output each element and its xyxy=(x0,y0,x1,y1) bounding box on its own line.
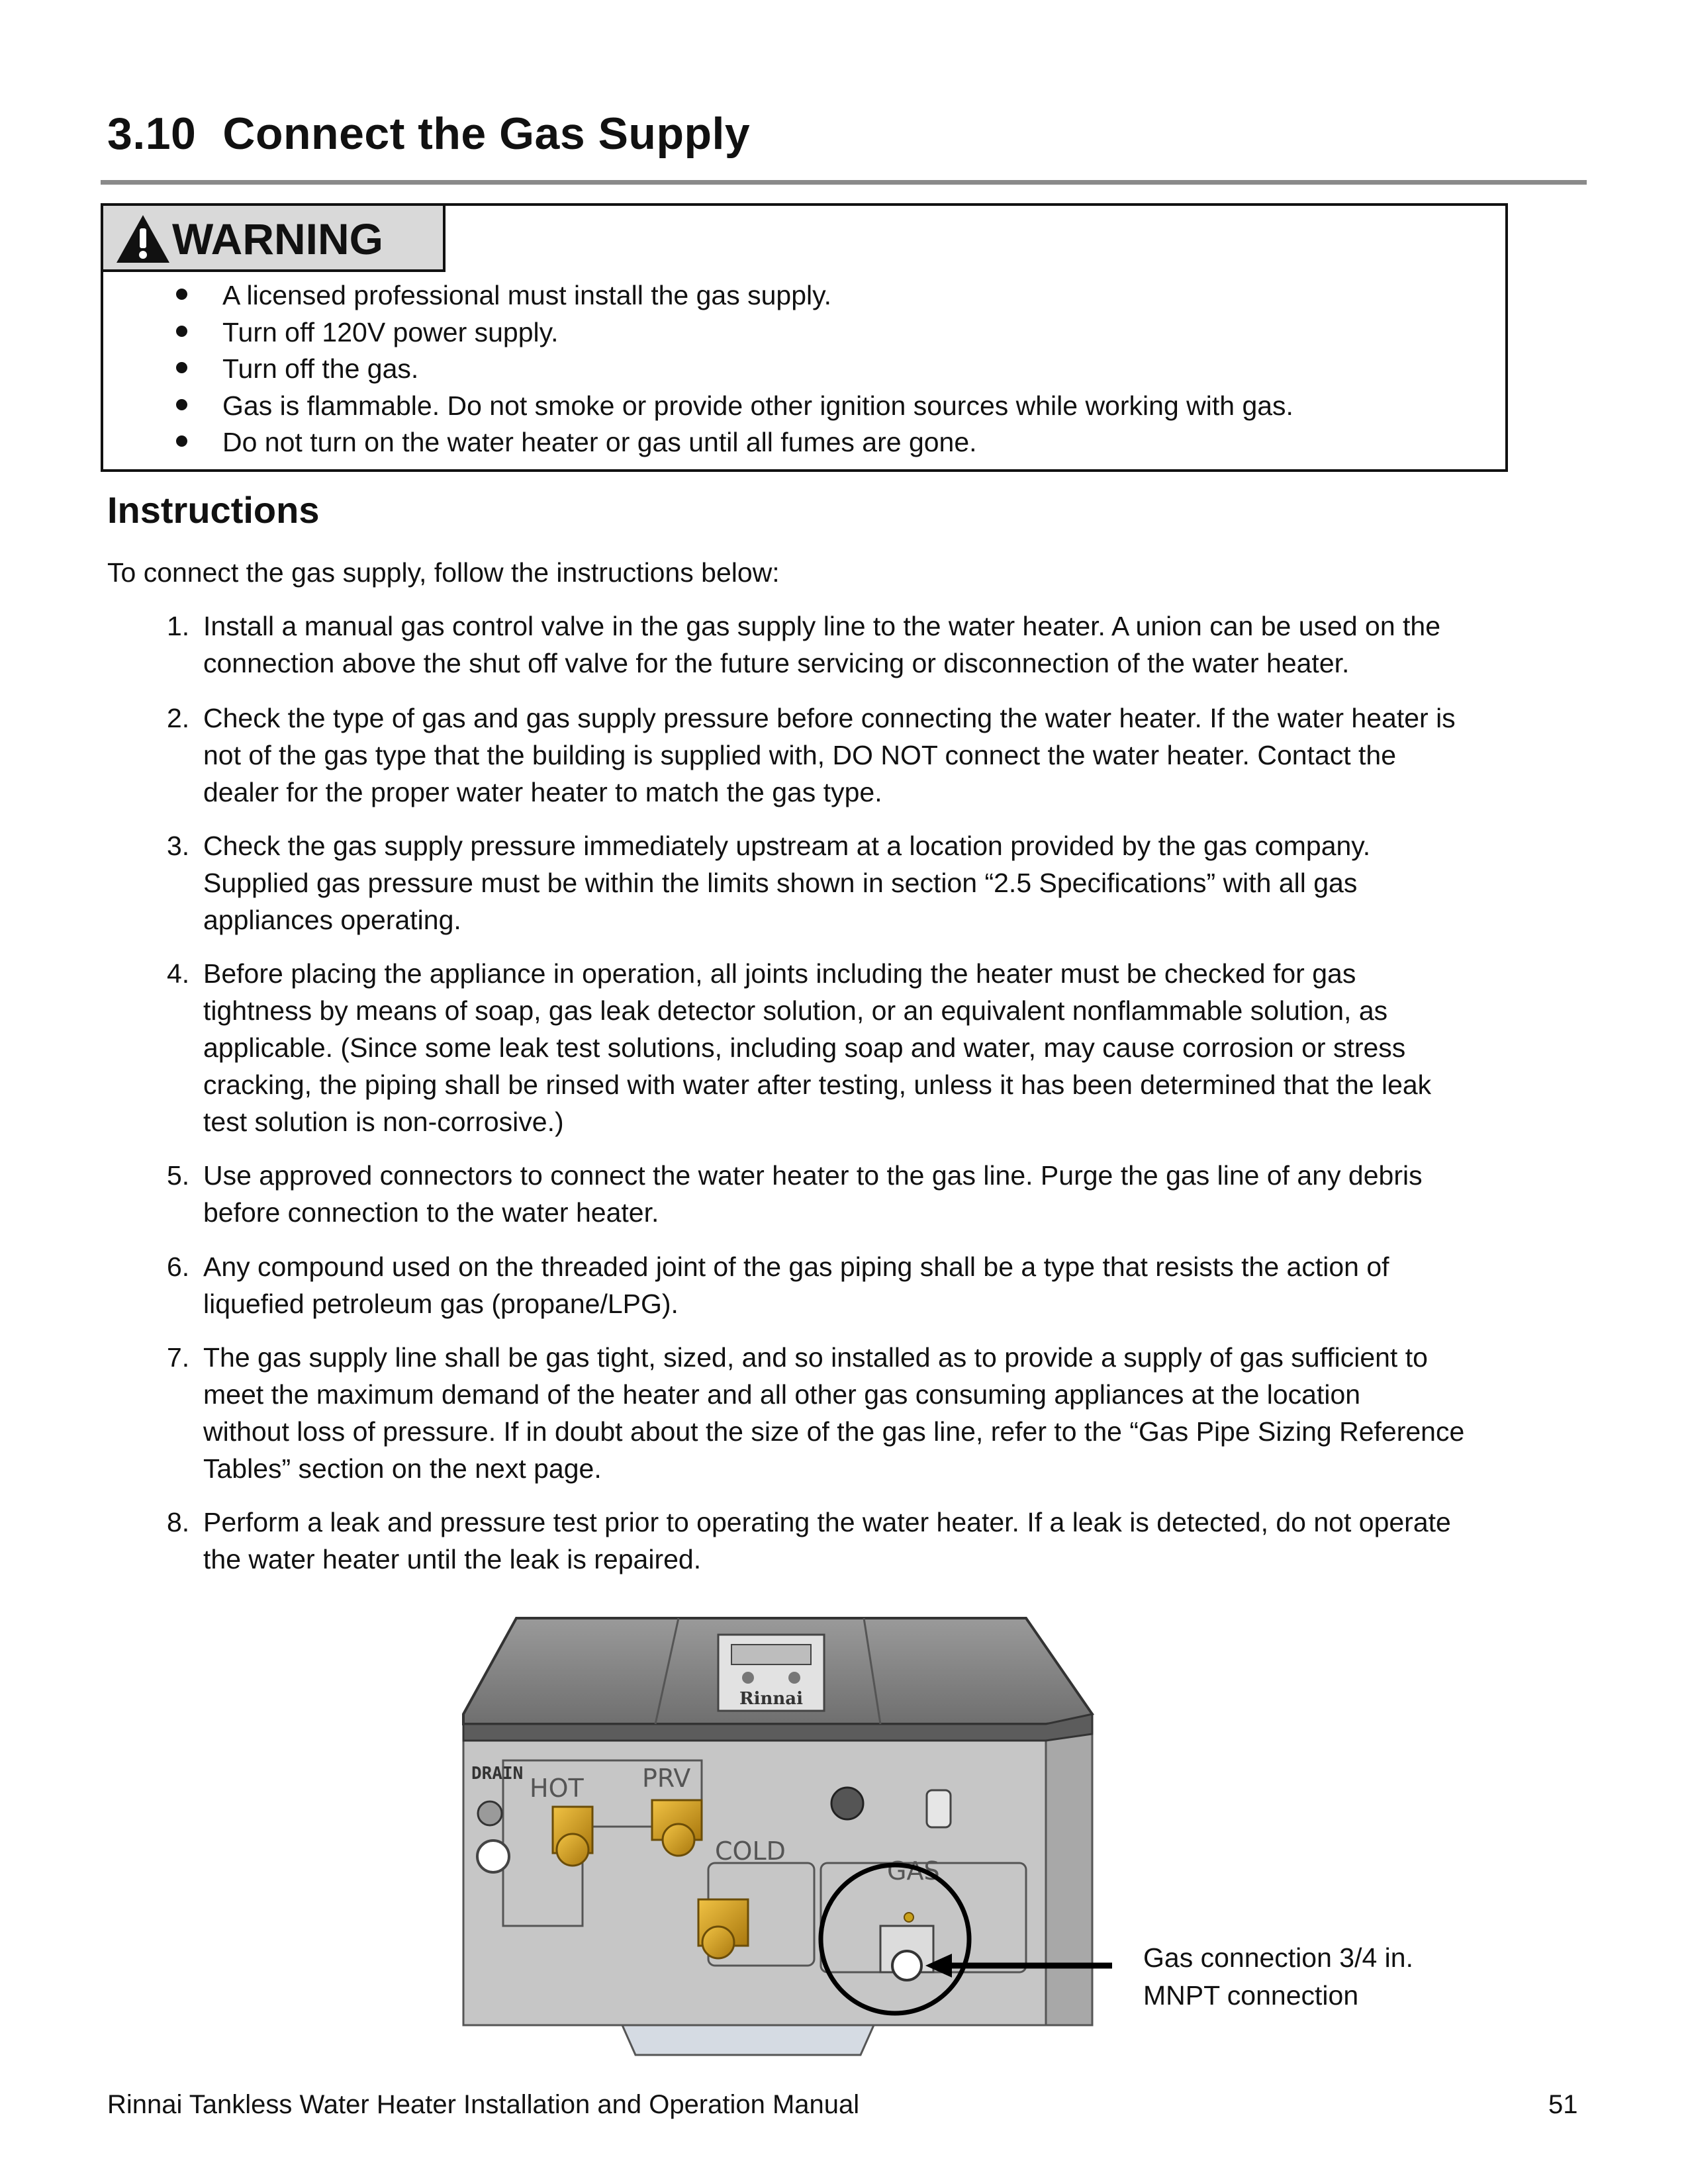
bullet-icon xyxy=(176,289,187,300)
bullet-icon xyxy=(176,326,187,337)
bullet-icon xyxy=(176,399,187,410)
step-line: Before placing the appliance in operation, all joints including the heater must be checked for gas xyxy=(203,958,1356,989)
step-line: not of the gas type that the building is supplied with, DO NOT connect the water heater. Contact the xyxy=(203,740,1397,770)
svg-text:GAS: GAS xyxy=(887,1856,940,1886)
display-icon xyxy=(731,1645,811,1664)
warning-banner xyxy=(103,206,445,272)
step-number: 7. xyxy=(167,1342,190,1373)
warning-item: A licensed professional must install the gas supply. xyxy=(103,277,1293,314)
step-number: 2. xyxy=(167,703,190,733)
callout-line: MNPT connection xyxy=(1143,1980,1359,2011)
step-line: dealer for the proper water heater to match the gas type. xyxy=(203,777,882,807)
svg-text:PRV: PRV xyxy=(642,1764,691,1793)
vent-cap-icon xyxy=(831,1788,863,1819)
warning-list xyxy=(103,277,1293,461)
section-number: 3.10 xyxy=(107,109,197,159)
step-line: Tables” section on the next page. xyxy=(203,1453,602,1484)
step-number: 5. xyxy=(167,1160,190,1191)
footer-manual-title: Rinnai Tankless Water Heater Installation and Operation Manual xyxy=(107,2090,860,2119)
gas-connection-callout xyxy=(1143,1939,1413,2015)
bullet-icon xyxy=(176,435,187,447)
svg-text:HOT: HOT xyxy=(530,1774,584,1803)
step-line: The gas supply line shall be gas tight, sized, and so installed as to provide a supply of gas sufficient to xyxy=(203,1342,1428,1373)
step-line: the water heater until the leak is repaired. xyxy=(203,1544,702,1574)
page-title xyxy=(107,108,750,159)
warning-item: Turn off the gas. xyxy=(103,351,1293,388)
title-rule xyxy=(101,180,1587,185)
step-line: without loss of pressure. If in doubt about the size of the gas line, refer to the “Gas Pipe Sizing Reference xyxy=(203,1416,1465,1447)
svg-text:DRAIN: DRAIN xyxy=(471,1764,524,1784)
mounting-bracket xyxy=(622,2025,874,2055)
step-number: 8. xyxy=(167,1507,190,1537)
step-number: 1. xyxy=(167,611,190,641)
warning-box xyxy=(101,203,1508,472)
warning-item: Gas is flammable. Do not smoke or provide other ignition sources while working with gas. xyxy=(103,388,1293,425)
instructions-heading: Instructions xyxy=(107,489,320,531)
callout-line: Gas connection 3/4 in. xyxy=(1143,1942,1413,1973)
step-line: Any compound used on the threaded joint of the gas piping shall be a type that resists the action of xyxy=(203,1251,1389,1282)
step-line: Check the type of gas and gas supply pressure before connecting the water heater. If the water heater is xyxy=(203,703,1456,733)
warning-label: WARNING xyxy=(172,214,383,263)
step-line: Check the gas supply pressure immediately upstream at a location provided by the gas company. xyxy=(203,831,1371,861)
power-switch-icon xyxy=(927,1790,951,1827)
step-number: 4. xyxy=(167,958,190,989)
step-number: 6. xyxy=(167,1251,190,1282)
step-line: test solution is non-corrosive.) xyxy=(203,1107,564,1137)
step-line: connection above the shut off valve for the future servicing or disconnection of the water heater. xyxy=(203,648,1350,678)
page-number: 51 xyxy=(1548,2090,1578,2119)
step-line: Use approved connectors to connect the water heater to the gas line. Purge the gas line of any debris xyxy=(203,1160,1423,1191)
warning-item: Do not turn on the water heater or gas until all fumes are gone. xyxy=(103,424,1293,461)
warning-item: Turn off 120V power supply. xyxy=(103,314,1293,351)
heater-side xyxy=(1046,1714,1092,2025)
warning-triangle-icon xyxy=(115,214,171,264)
step-line: cracking, the piping shall be rinsed with water after testing, unless it has been determined that the leak xyxy=(203,1069,1432,1100)
bullet-icon xyxy=(176,362,187,373)
step-number: 3. xyxy=(167,831,190,861)
step-line: Supplied gas pressure must be within the limits shown in section “2.5 Specifications” with all gas xyxy=(203,868,1358,898)
svg-text:COLD: COLD xyxy=(715,1837,786,1866)
step-line: meet the maximum demand of the heater and all other gas consuming appliances at the location xyxy=(203,1379,1361,1410)
step-line: Perform a leak and pressure test prior to operating the water heater. If a leak is detected, do not operate xyxy=(203,1507,1451,1537)
step-line: applicable. (Since some leak test solutions, including soap and water, may cause corrosion or stress xyxy=(203,1032,1406,1063)
section-title: Connect the Gas Supply xyxy=(222,109,751,159)
step-line: tightness by means of soap, gas leak detector solution, or an equivalent nonflammable solution, as xyxy=(203,995,1388,1026)
svg-text:Rinnai: Rinnai xyxy=(739,1689,804,1709)
step-line: liquefied petroleum gas (propane/LPG). xyxy=(203,1289,679,1319)
water-heater-illustration xyxy=(450,1608,1112,2058)
instructions-intro: To connect the gas supply, follow the instructions below: xyxy=(107,557,780,588)
step-line: before connection to the water heater. xyxy=(203,1197,659,1228)
step-line: appliances operating. xyxy=(203,905,461,935)
hot-water-fitting-icon xyxy=(553,1807,592,1866)
step-line: Install a manual gas control valve in the gas supply line to the water heater. A union can be used on the xyxy=(203,611,1441,641)
